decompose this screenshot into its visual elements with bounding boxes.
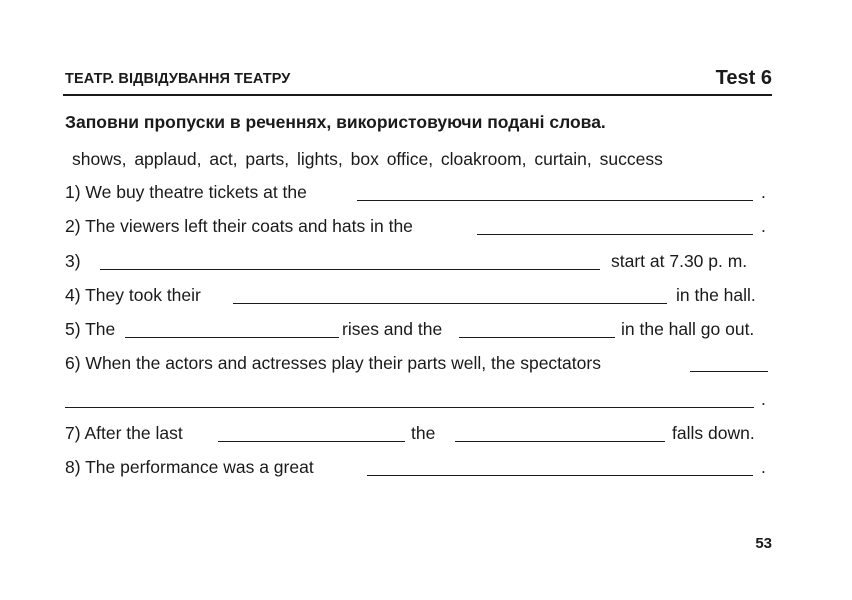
exercise-4-blank[interactable] [233,303,667,304]
exercise-8-text: 8) The performance was a great [65,457,314,477]
exercise-2-end: . [761,216,766,236]
exercise-1-blank[interactable] [357,200,753,201]
exercise-1-end: . [761,182,766,202]
exercise-6-blank-2[interactable] [65,407,754,408]
header-divider [63,94,772,96]
exercise-1-text: 1) We buy theatre tickets at the [65,182,307,202]
test-label: Test 6 [715,67,772,89]
exercise-7-text: 7) After the last [65,423,183,443]
instruction-text: Заповни пропуски в реченнях, використовуючи подані слова. [65,112,606,132]
exercise-7-blank-2[interactable] [455,441,665,442]
exercise-8-end: . [761,457,766,477]
exercise-7-blank-1[interactable] [218,441,405,442]
exercise-5-middle: rises and the [342,319,443,339]
exercise-3-blank[interactable] [100,269,600,270]
exercise-5-text: 5) The [65,319,116,339]
exercise-8-blank[interactable] [367,475,753,476]
exercise-2-text: 2) The viewers left their coats and hats in the [65,216,413,236]
exercise-4-tail: in the hall. [676,285,756,305]
page-number: 53 [755,535,772,552]
exercise-5-tail: in the hall go out. [621,319,755,339]
exercise-7-tail: falls down. [672,423,755,443]
exercise-7-middle: the [411,423,436,443]
exercise-5-blank-1[interactable] [125,337,339,338]
exercise-6-end: . [761,389,766,409]
exercise-3-tail: start at 7.30 p. m. [611,251,748,271]
exercise-4-text: 4) They took their [65,285,201,305]
exercise-6-blank-1[interactable] [690,371,768,372]
exercise-6-text: 6) When the actors and actresses play their parts well, the spectators [65,353,601,373]
exercise-2-blank[interactable] [477,234,753,235]
word-bank: shows, applaud, act, parts, lights, box office, cloakroom, curtain, success [72,149,663,169]
exercise-3-text: 3) [65,251,81,271]
exercise-5-blank-2[interactable] [459,337,615,338]
section-title: ТЕАТР. ВІДВІДУВАННЯ ТЕАТРУ [65,71,291,87]
